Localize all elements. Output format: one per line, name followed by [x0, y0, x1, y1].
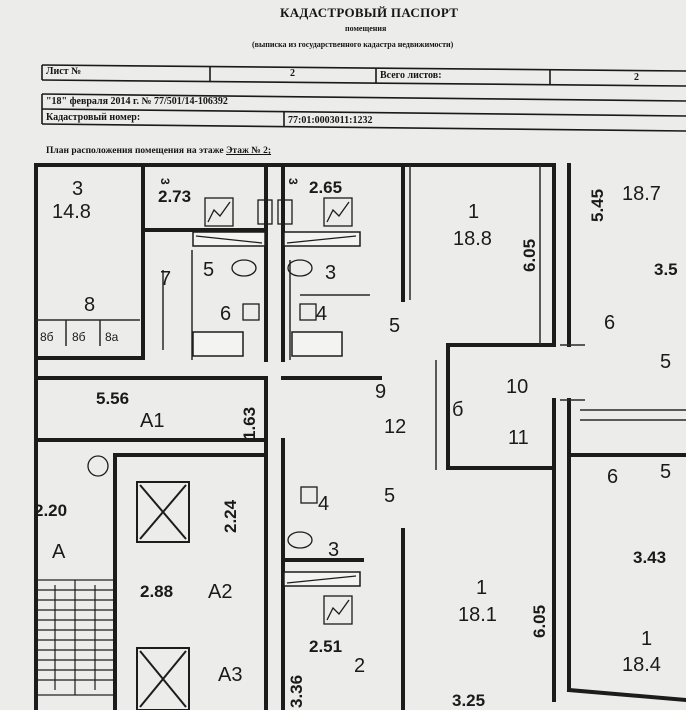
- dimension-labels: [34, 178, 678, 710]
- small-room-labels: [40, 330, 119, 344]
- label-room6-wc: 6: [220, 303, 232, 325]
- date-number-line: "18" февраля 2014 г. № 77/501/14-106392: [46, 96, 228, 107]
- label-room6-right: 6: [604, 312, 616, 334]
- label-room7: 7: [160, 268, 172, 290]
- label-room3-wc: 3: [325, 262, 337, 284]
- document-title: КАДАСТРОВЫЙ ПАСПОРТ: [280, 5, 459, 20]
- dim-3-25: 3.25: [452, 691, 486, 710]
- mark-3a: 3: [158, 178, 172, 185]
- label-zone-a1: А1: [140, 410, 165, 432]
- label-room1-top: 1: [468, 201, 480, 223]
- label-room4-low: 4: [318, 493, 330, 515]
- label-zone-a3: А3: [218, 664, 243, 686]
- label-area-18-8: 18.8: [453, 228, 492, 250]
- label-room5-wc: 5: [203, 259, 215, 281]
- cadastral-number-value: 77:01:0003011:1232: [288, 115, 373, 126]
- cadastral-number-label: Кадастровый номер:: [46, 112, 141, 123]
- dim-2-24: 2.24: [221, 499, 240, 533]
- label-room5-edge: 5: [660, 351, 672, 373]
- dim-2-73: 2.73: [158, 187, 192, 206]
- dim-5-56: 5.56: [96, 389, 130, 408]
- label-room1-low: 1: [476, 577, 488, 599]
- label-room5-low: 5: [384, 485, 396, 507]
- label-zone-a: А: [52, 541, 66, 563]
- sheet-value: 2: [290, 68, 295, 79]
- label-room8b: 8б: [40, 330, 54, 344]
- total-sheets-label: Всего листов:: [380, 70, 442, 81]
- total-sheets-value: 2: [634, 72, 639, 83]
- bathtubs: [193, 232, 360, 586]
- dim-3-5: 3.5: [654, 260, 678, 279]
- label-area-18-4: 18.4: [622, 654, 661, 676]
- dim-3-43: 3.43: [633, 548, 667, 567]
- label-room10: 10: [506, 376, 529, 398]
- plan-caption-text: План расположения помещения на этаже: [46, 146, 224, 156]
- label-room3-low: 3: [328, 539, 340, 561]
- label-area-14-8: 14.8: [52, 201, 91, 223]
- label-zone-a2: А2: [208, 581, 233, 603]
- dim-2-65: 2.65: [309, 178, 343, 197]
- label-room9: 9: [375, 381, 387, 403]
- staircase: [36, 580, 114, 695]
- label-room5-edge2: 5: [660, 461, 672, 483]
- label-room11: 11: [508, 427, 529, 449]
- bath-diagonals: [196, 236, 356, 583]
- label-room6b: б: [452, 399, 464, 421]
- plan-walls: [36, 165, 686, 710]
- sheet-label: Лист №: [46, 66, 82, 77]
- document-note: (выписка из государственного кадастра недвижимости): [252, 40, 454, 49]
- dim-2-51: 2.51: [309, 637, 343, 656]
- dim-5-45: 5.45: [588, 188, 607, 222]
- label-room6-right2: 6: [607, 466, 619, 488]
- label-room2: 2: [354, 655, 366, 677]
- label-room1-right: 1: [641, 628, 653, 650]
- dim-6-05-top: 6.05: [520, 238, 539, 272]
- floor-label: Этаж № 2;: [225, 146, 272, 156]
- dim-1-63: 1.63: [240, 406, 259, 440]
- label-room5-mid: 5: [389, 315, 401, 337]
- dim-3-36: 3.36: [287, 674, 306, 708]
- dim-6-05-low: 6.05: [530, 604, 549, 638]
- label-room12: 12: [384, 416, 407, 438]
- label-room3: 3: [72, 178, 84, 200]
- label-area-18-7: 18.7: [622, 183, 661, 205]
- document-subtitle: помещения: [345, 24, 387, 33]
- mark-3b: 3: [286, 178, 300, 185]
- label-room4-wc: 4: [316, 303, 328, 325]
- label-area-18-1: 18.1: [458, 604, 497, 626]
- label-room8b-2: 8б: [72, 330, 86, 344]
- dim-2-88: 2.88: [140, 582, 174, 601]
- dim-2-20: 2.20: [34, 501, 68, 520]
- label-room8: 8: [84, 294, 96, 316]
- label-room8a: 8а: [105, 330, 119, 344]
